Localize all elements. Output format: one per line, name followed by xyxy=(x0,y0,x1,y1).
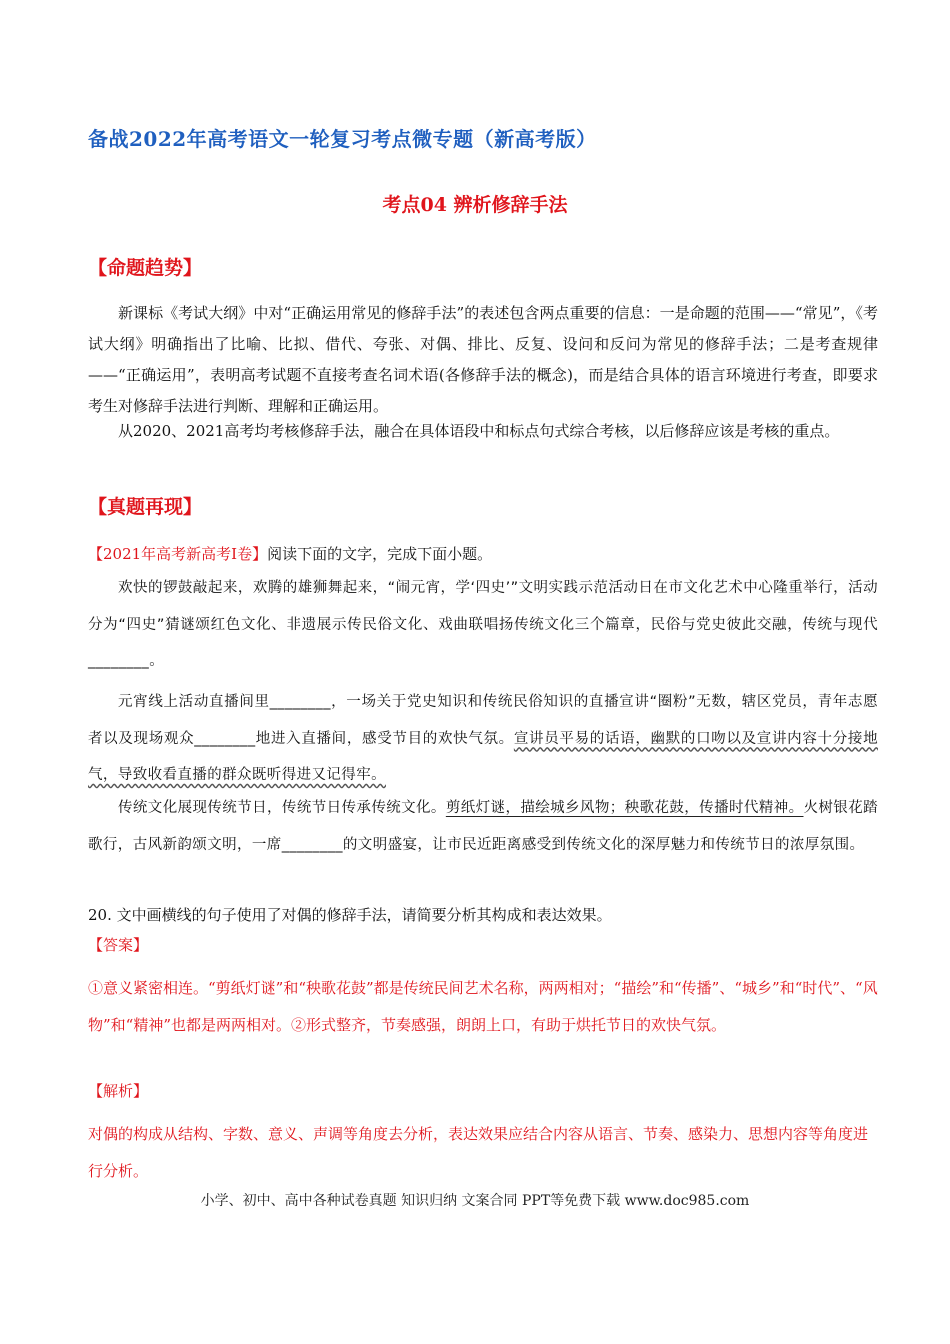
passage-paragraph-3-lead: 传统文化展现传统节日，传统节日传承传统文化。 xyxy=(118,800,446,816)
passage-paragraph-2 xyxy=(88,684,878,794)
trend-paragraph-2: 从2020、2021高考均考核修辞手法，融合在具体语段中和标点句式综合考核，以后修辞应该是考核的重点。 xyxy=(118,422,840,440)
passage-paragraph-2-text: 元宵线上活动直播间里________，一场关于党史知识和传统民俗知识的直播宣讲“圈粉”无数，辖区党员，青年志愿者以及现场观众________地进入直播间，感受节目的欢快气氛。 xyxy=(88,694,878,747)
exam-source-tag: 【2021年高考新高考Ⅰ卷】 xyxy=(88,545,268,563)
passage-paragraph-1: 欢快的锣鼓敲起来，欢腾的雄狮舞起来，“闹元宵，学‘四史’”文明实践示范活动日在市文化艺术中心隆重举行，活动分为“四史”猜谜颂红色文化、非遗展示传民俗文化、戏曲联唱扬传统文化三个篇章，民俗与党史彼此交融，传统与现代________。 xyxy=(88,580,878,669)
question-20: 20. 文中画横线的句子使用了对偶的修辞手法，请简要分析其构成和表达效果。 xyxy=(88,906,612,924)
section-heading-trend: 【命题趋势】 xyxy=(88,257,203,279)
exam-source-instruction: 阅读下面的文字，完成下面小题。 xyxy=(267,545,493,563)
answer-text: ①意义紧密相连。“剪纸灯谜”和“秧歌花鼓”都是传统民间艺术名称，两两相对；“描绘”和“传播”、“城乡”和“时代”、“风物”和“精神”也都是两两相对。②形式整齐，节奏感强，朗朗上口，有助于烘托节日的欢快气氛。 xyxy=(88,979,878,1034)
document-title: 备战2022年高考语文一轮复习考点微专题（新高考版） xyxy=(88,127,597,151)
answer-label: 【答案】 xyxy=(88,936,149,954)
underlined-couplet-sentence: 剪纸灯谜，描绘城乡风物；秧歌花鼓，传播时代精神。 xyxy=(445,800,804,816)
passage-paragraph-3 xyxy=(88,790,878,863)
passage-paragraph-3-rest: 火树银花踏歌行，古风新韵颂文明，一席________的文明盛宴，让市民近距离感受到传统文化的深厚魅力和传统节日的浓厚氛围。 xyxy=(88,800,878,853)
trend-paragraph-1: 新课标《考试大纲》中对“正确运用常见的修辞手法”的表述包含两点重要的信息：一是命题的范围——“常见”，《考试大纲》明确指出了比喻、比拟、借代、夸张、对偶、排比、反复、设问和反问为常见的修辞手法；二是考查规律——“正确运用”，表明高考试题不直接考查名词术语(各修辞手法的概念)，而是结合具体的语言环境进行考查，即要求考生对修辞手法进行判断、理解和正确运用。 xyxy=(88,304,878,415)
analysis-text: 对偶的构成从结构、字数、意义、声调等角度去分析，表达效果应结合内容从语言、节奏、感染力、思想内容等角度进行分析。 xyxy=(88,1125,869,1180)
analysis-label: 【解析】 xyxy=(88,1082,149,1100)
wavy-underlined-sentence: 宣讲员平易的话语，幽默的口吻以及宣讲内容十分接地气，导致收看直播的群众既听得进又记得牢。 xyxy=(88,730,878,783)
exam-source-line xyxy=(88,540,878,568)
footer-text: 小学、初中、高中各种试卷真题 知识归纳 文案合同 PPT等免费下载 www.doc985.com xyxy=(200,1193,750,1209)
section-heading-real-exam: 【真题再现】 xyxy=(88,496,203,518)
topic-title: 考点04 辨析修辞手法 xyxy=(382,194,568,216)
